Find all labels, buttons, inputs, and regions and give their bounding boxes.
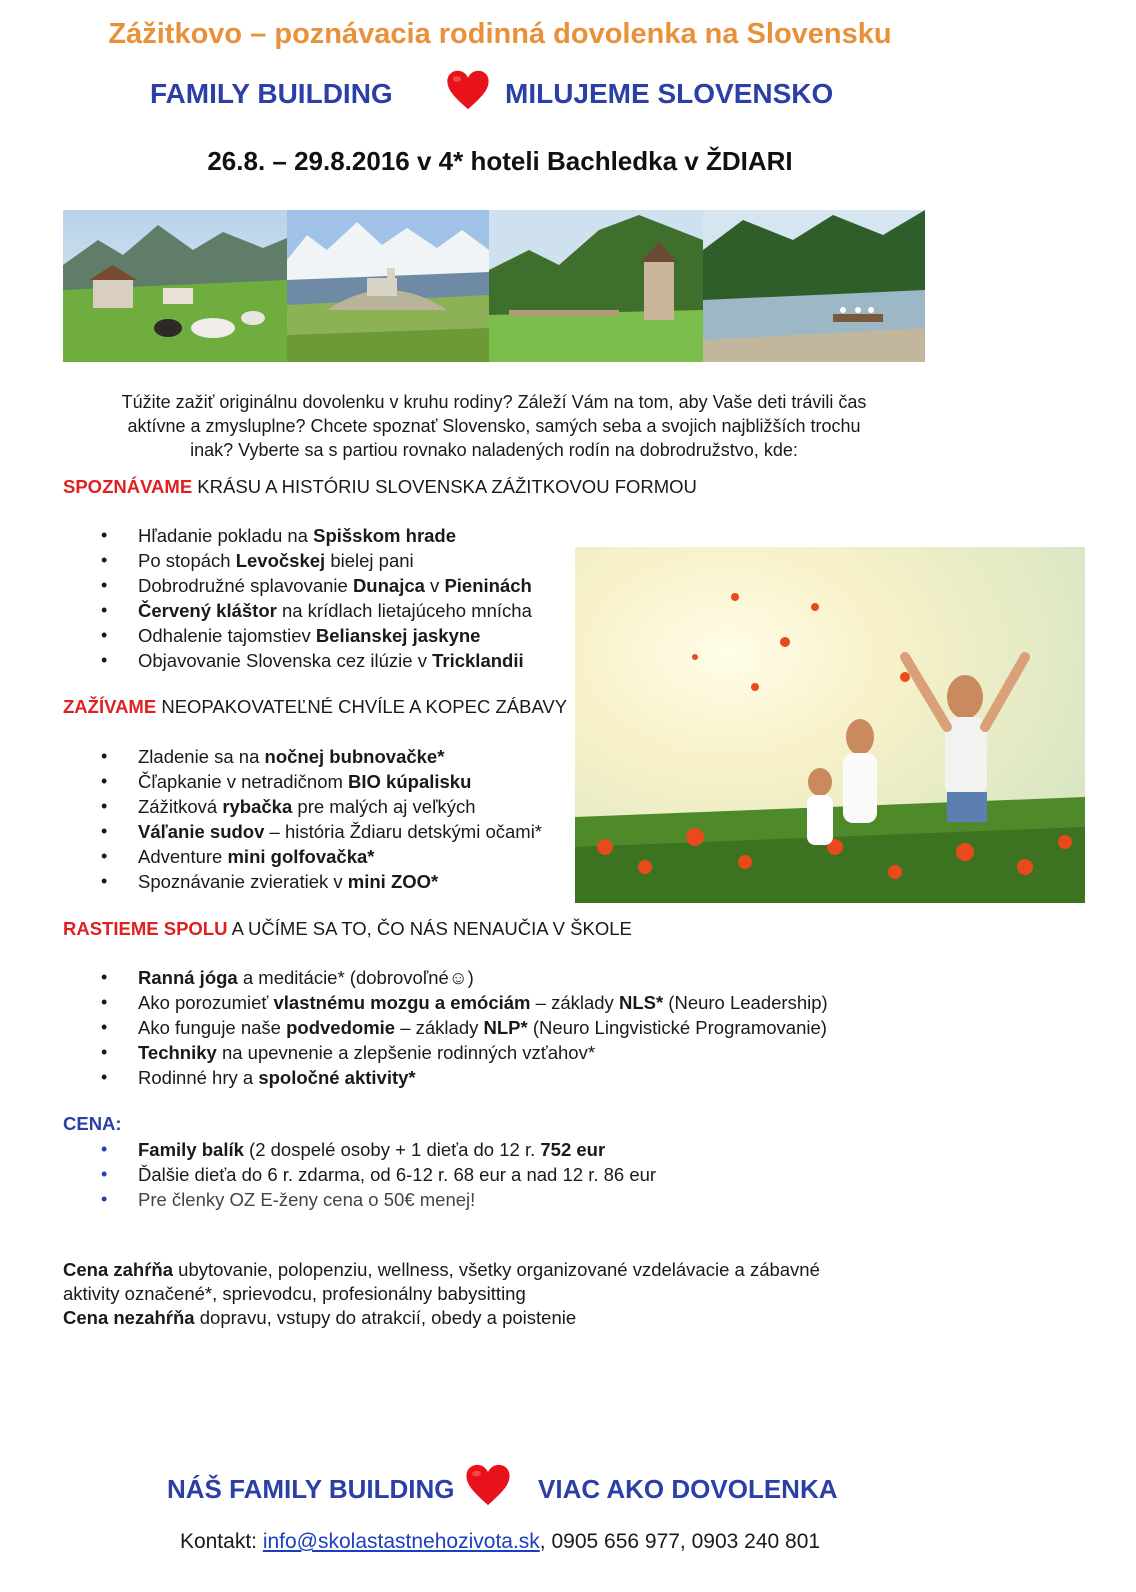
dunajec-river-photo bbox=[703, 210, 925, 362]
list-item: • Váľanie sudov – história Ždiaru detskými očami* bbox=[63, 819, 542, 844]
page-title: Zážitkovo – poznávacia rodinná dovolenka na Slovensku bbox=[108, 18, 892, 50]
section-spoznavame-heading bbox=[63, 476, 697, 498]
price-includes: Cena zahŕňa ubytovanie, polopenziu, wellness, všetky organizované vzdelávacie a zábavné bbox=[63, 1259, 820, 1280]
intro-line-1: Túžite zažiť originálnu dovolenku v kruhu rodiny? Záleží Vám na tom, aby Vaše deti trávili čas bbox=[121, 392, 867, 412]
list-item: • Po stopách Levočskej bielej pani bbox=[63, 548, 532, 573]
section-spoznavame-keyword: SPOZNÁVAME bbox=[63, 476, 193, 497]
footer-contact bbox=[0, 1530, 1000, 1554]
price-item-family: • Family balík (2 dospelé osoby + 1 dieťa do 12 r. 752 eur bbox=[63, 1137, 656, 1162]
section-rastieme-heading bbox=[63, 918, 632, 940]
family-building-tag: FAMILY BUILDING bbox=[150, 78, 393, 109]
list-item: • Ako porozumieť vlastnému mozgu a emóciám – základy NLS* (Neuro Leadership) bbox=[63, 990, 828, 1015]
section-zazivame-keyword: ZAŽÍVAME bbox=[63, 696, 157, 717]
heart-icon bbox=[446, 68, 490, 112]
red-monastery-photo bbox=[489, 210, 703, 362]
price-excludes: Cena nezahŕňa dopravu, vstupy do atrakcií, obedy a poistenie bbox=[63, 1307, 577, 1328]
intro-line-2: aktívne a zmysluplne? Chcete spoznať Slovensko, samých seba a svojich najbližších trochu bbox=[127, 416, 861, 436]
price-item-discount: • Pre členky OZ E-ženy cena o 50€ menej! bbox=[63, 1187, 656, 1212]
list-item: • Rodinné hry a spoločné aktivity* bbox=[63, 1065, 828, 1090]
section-spoznavame-list bbox=[63, 523, 532, 673]
heart-icon bbox=[465, 1462, 511, 1508]
price-list bbox=[63, 1137, 656, 1212]
list-item: • Adventure mini golfovačka* bbox=[63, 844, 542, 869]
contact-phones: , 0905 656 977, 0903 240 801 bbox=[539, 1530, 821, 1553]
intro-line-3: inak? Vyberte sa s partiou rovnako naladených rodín na dobrodružstvo, kde: bbox=[190, 440, 798, 460]
event-dates: 26.8. – 29.8.2016 v 4* hoteli Bachledka v ŽDIARI bbox=[207, 146, 793, 176]
intro-paragraph bbox=[63, 390, 925, 462]
section-zazivame-title: NEOPAKOVATEĽNÉ CHVÍLE A KOPEC ZÁBAVY bbox=[156, 696, 568, 717]
price-item-children: • Ďalšie dieťa do 6 r. zdarma, od 6-12 r. 68 eur a nad 12 r. 86 eur bbox=[63, 1162, 656, 1187]
list-item: • Objavovanie Slovenska cez ilúzie v Tricklandii bbox=[63, 648, 532, 673]
list-item: • Dobrodružné splavovanie Dunajca v Pieninách bbox=[63, 573, 532, 598]
price-label: CENA: bbox=[63, 1113, 122, 1134]
village-meadow-photo bbox=[63, 210, 287, 362]
spis-castle-photo bbox=[287, 210, 489, 362]
list-item: • Zladenie sa na nočnej bubnovačke* bbox=[63, 744, 542, 769]
list-item: • Ranná jóga a meditácie* (dobrovoľné☺) bbox=[63, 965, 828, 990]
section-rastieme-list bbox=[63, 965, 828, 1090]
contact-label: Kontakt: bbox=[179, 1530, 263, 1553]
contact-email-link[interactable]: info@skolastastnehozivota.sk bbox=[262, 1530, 540, 1553]
section-zazivame-heading bbox=[63, 696, 567, 718]
list-item: • Ako funguje naše podvedomie – základy NLP* (Neuro Lingvistické Programovanie) bbox=[63, 1015, 828, 1040]
family-meadow-photo bbox=[575, 547, 1085, 903]
price-heading bbox=[63, 1113, 122, 1135]
section-zazivame-list bbox=[63, 744, 542, 894]
footer-right-slogan: VIAC AKO DOVOLENKA bbox=[538, 1474, 838, 1504]
landscape-photo-strip bbox=[63, 210, 925, 362]
list-item: • Hľadanie pokladu na Spišskom hrade bbox=[63, 523, 532, 548]
list-item: • Spoznávanie zvieratiek v mini ZOO* bbox=[63, 869, 542, 894]
list-item: • Čľapkanie v netradičnom BIO kúpalisku bbox=[63, 769, 542, 794]
list-item: • Odhalenie tajomstiev Belianskej jaskyne bbox=[63, 623, 532, 648]
milujeme-slovensko-tag: MILUJEME SLOVENSKO bbox=[505, 78, 834, 109]
price-notes bbox=[63, 1258, 963, 1330]
footer-left-slogan: NÁŠ FAMILY BUILDING bbox=[167, 1474, 455, 1504]
list-item: • Zážitková rybačka pre malých aj veľkých bbox=[63, 794, 542, 819]
section-rastieme-title: A UČÍME SA TO, ČO NÁS NENAUČIA V ŠKOLE bbox=[227, 918, 632, 939]
section-rastieme-keyword: RASTIEME SPOLU bbox=[63, 918, 228, 939]
price-includes-cont: aktivity označené*, sprievodcu, profesionálny babysitting bbox=[63, 1283, 526, 1304]
section-spoznavame-title: KRÁSU A HISTÓRIU SLOVENSKA ZÁŽITKOVOU FORMOU bbox=[192, 476, 697, 497]
list-item: • Techniky na upevnenie a zlepšenie rodinných vzťahov* bbox=[63, 1040, 828, 1065]
list-item: • Červený kláštor na krídlach lietajúceho mnícha bbox=[63, 598, 532, 623]
